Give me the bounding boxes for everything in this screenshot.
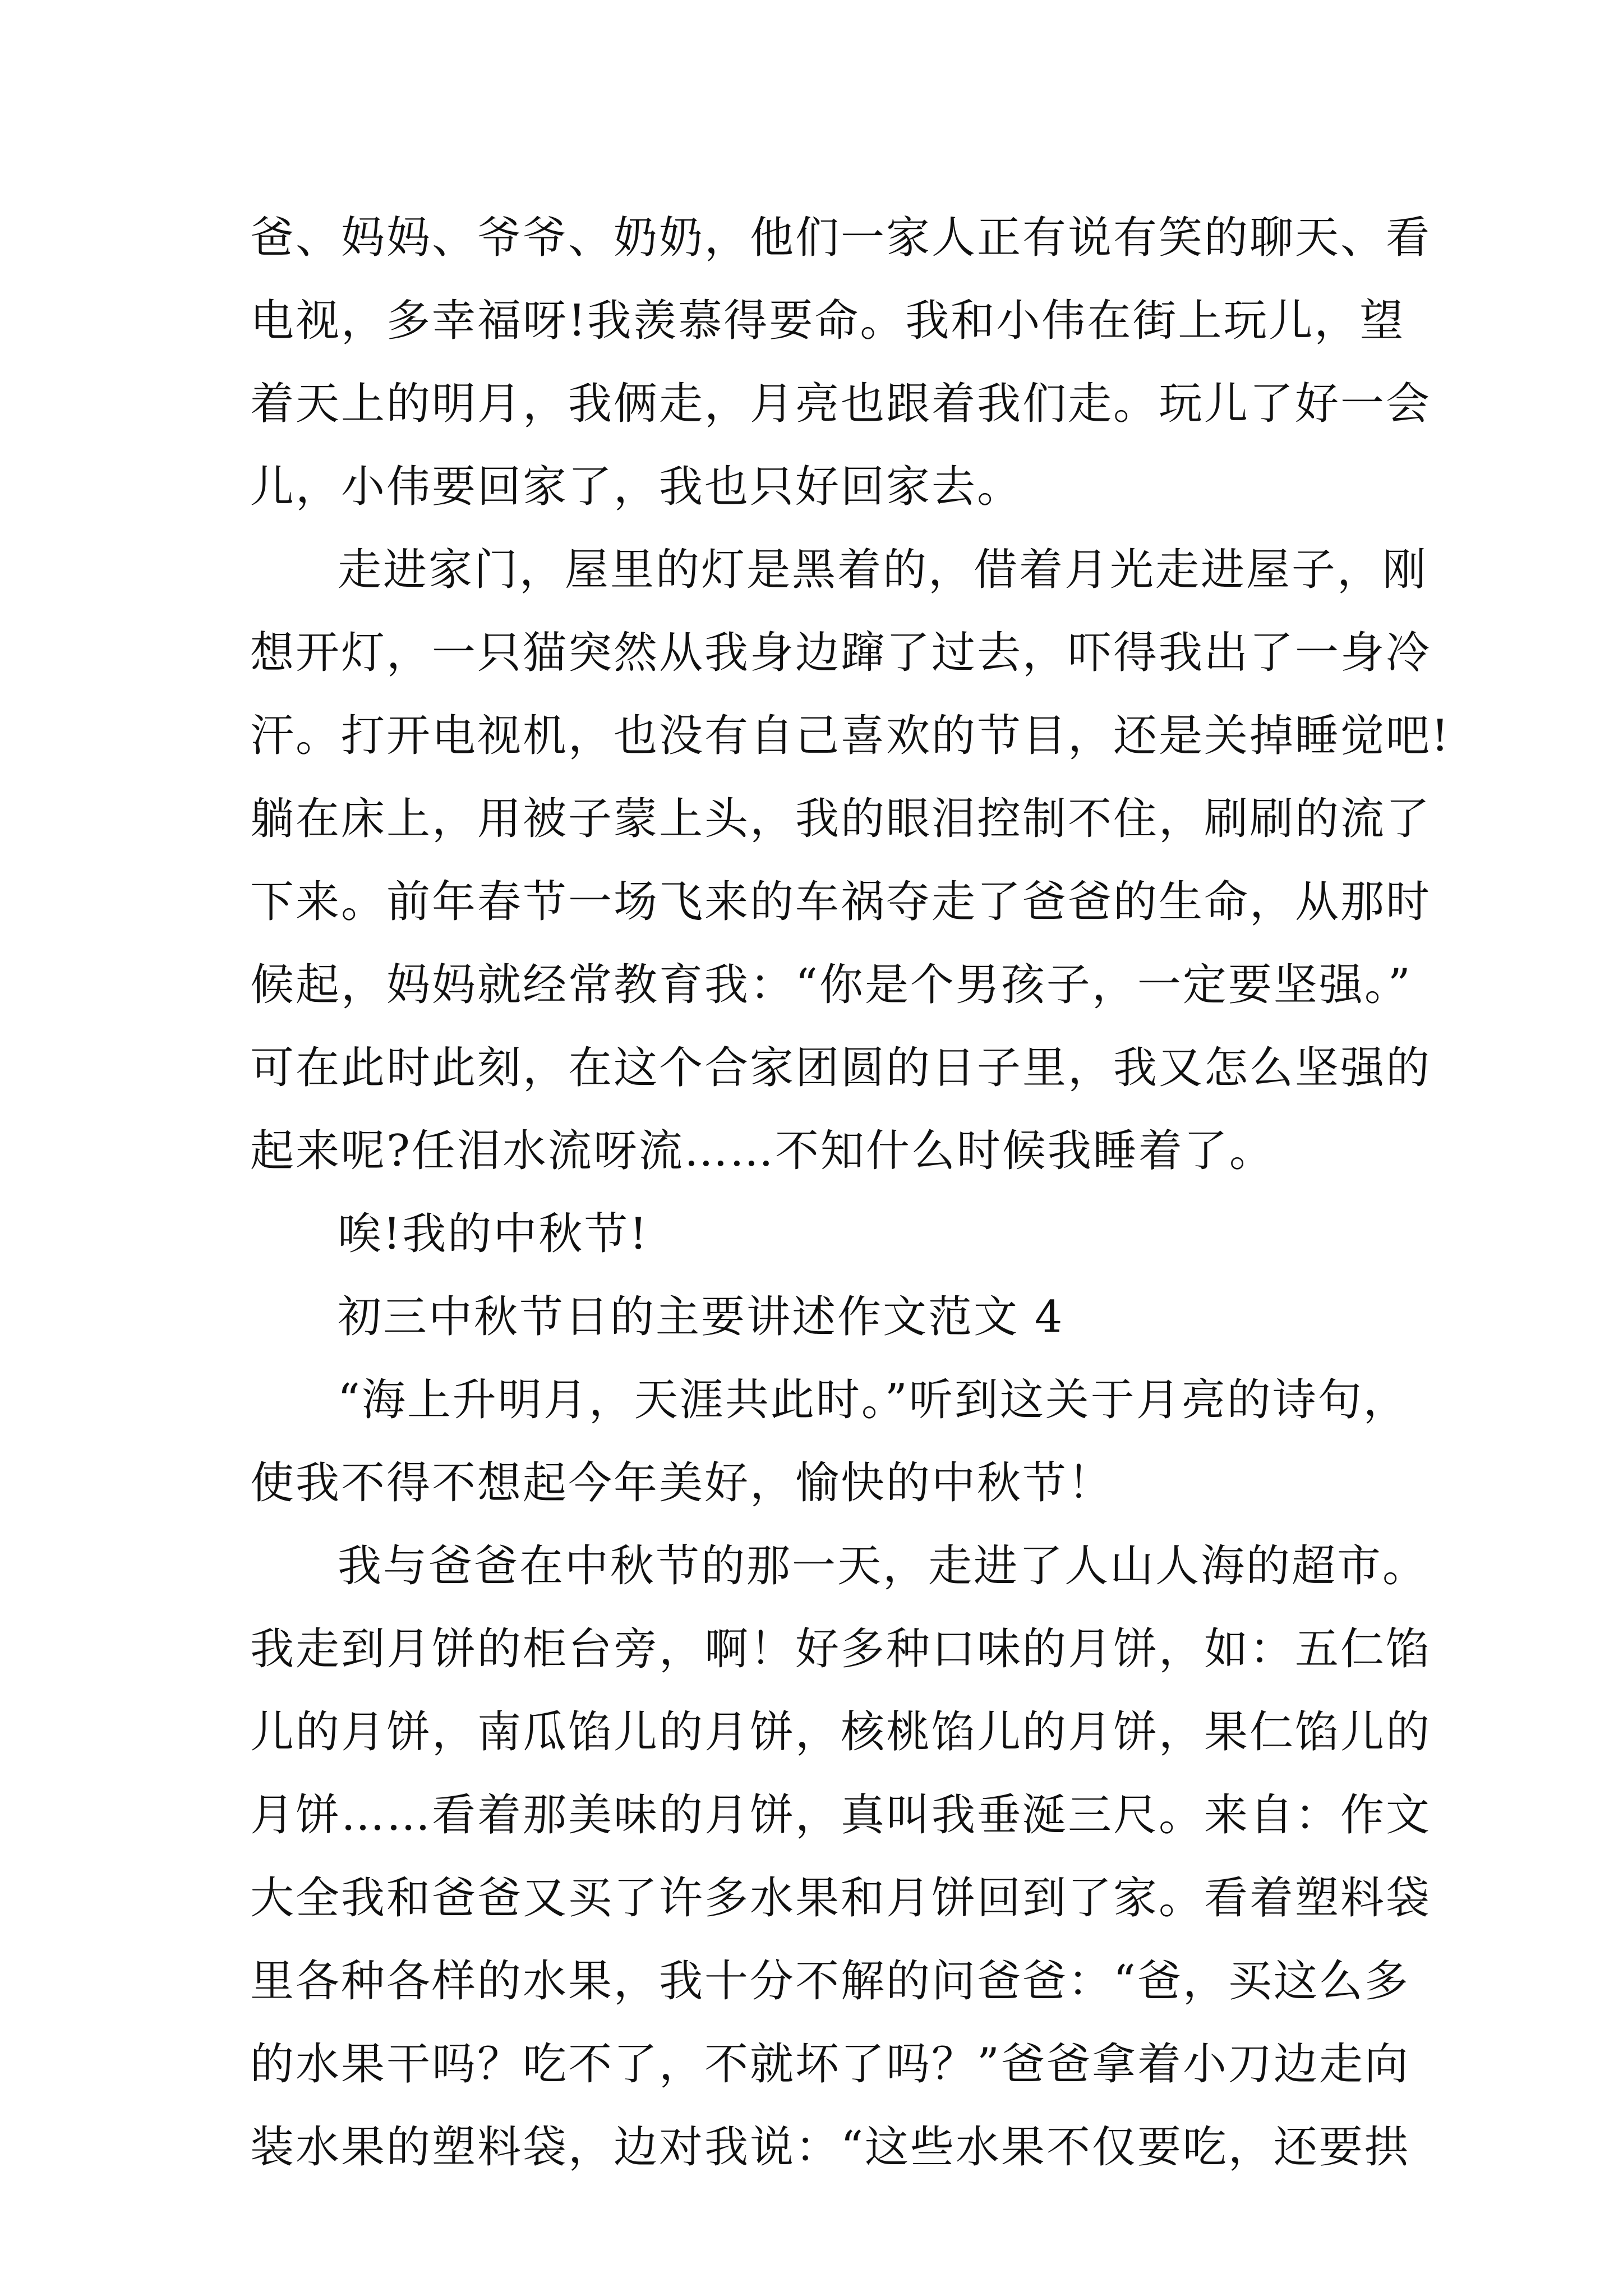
text-line: 初三中秋节日的主要讲述作文范文 4 bbox=[338, 1292, 1064, 1342]
text-line: 儿的月饼，南瓜馅儿的月饼，核桃馅儿的月饼，果仁馅儿的 bbox=[250, 1707, 1432, 1757]
text-line: 下来。前年春节一场飞来的车祸夺走了爸爸的生命，从那时 bbox=[250, 877, 1432, 927]
text-line: 想开灯，一只猫突然从我身边蹿了过去，吓得我出了一身冷 bbox=[250, 628, 1432, 678]
text-line: 唉!我的中秋节! bbox=[338, 1209, 649, 1259]
text-line: 儿，小伟要回家了，我也只好回家去。 bbox=[250, 462, 1023, 512]
text-line: 电视，多幸福呀!我羡慕得要命。我和小伟在街上玩儿，望 bbox=[250, 296, 1405, 346]
text-line: 使我不得不想起今年美好，愉快的中秋节！ bbox=[250, 1458, 1114, 1508]
text-line: 汗。打开电视机，也没有自己喜欢的节目，还是关掉睡觉吧! bbox=[250, 711, 1451, 761]
text-line: 里各种各样的水果，我十分不解的问爸爸：“爸，买这么多 bbox=[250, 1956, 1410, 2007]
text-line: 着天上的明月，我俩走，月亮也跟着我们走。玩儿了好一会 bbox=[250, 379, 1432, 429]
text-line: 爸、妈妈、爷爷、奶奶，他们一家人正有说有笑的聊天、看 bbox=[250, 213, 1432, 263]
text-line: 我与爸爸在中秋节的那一天，走进了人山人海的超市。 bbox=[338, 1541, 1428, 1591]
text-line: 起来呢?任泪水流呀流……不知什么时候我睡着了。 bbox=[250, 1126, 1275, 1176]
text-line: “海上升明月，天涯共此时。”听到这关于月亮的诗句， bbox=[338, 1375, 1409, 1425]
text-line: 我走到月饼的柜台旁，啊！好多种口味的月饼，如：五仁馅 bbox=[250, 1624, 1432, 1674]
text-line: 月饼……看着那美味的月饼，真叫我垂涎三尺。来自：作文 bbox=[250, 1790, 1432, 1841]
text-line: 候起，妈妈就经常教育我：“你是个男孩子，一定要坚强。” bbox=[250, 960, 1412, 1010]
text-line: 躺在床上，用被子蒙上头，我的眼泪控制不住，刷刷的流了 bbox=[250, 794, 1432, 844]
text-line: 的水果干吗？吃不了，不就坏了吗？”爸爸拿着小刀边走向 bbox=[250, 2039, 1410, 2090]
document-body bbox=[250, 196, 1451, 2189]
text-line: 大全我和爸爸又买了许多水果和月饼回到了家。看着塑料袋 bbox=[250, 1873, 1432, 1924]
text-line: 走进家门，屋里的灯是黑着的，借着月光走进屋子，刚 bbox=[338, 545, 1428, 595]
text-line: 可在此时此刻，在这个合家团圆的日子里，我又怎么坚强的 bbox=[250, 1043, 1432, 1093]
text-line: 装水果的塑料袋，边对我说：“这些水果不仅要吃，还要拱 bbox=[250, 2122, 1410, 2173]
